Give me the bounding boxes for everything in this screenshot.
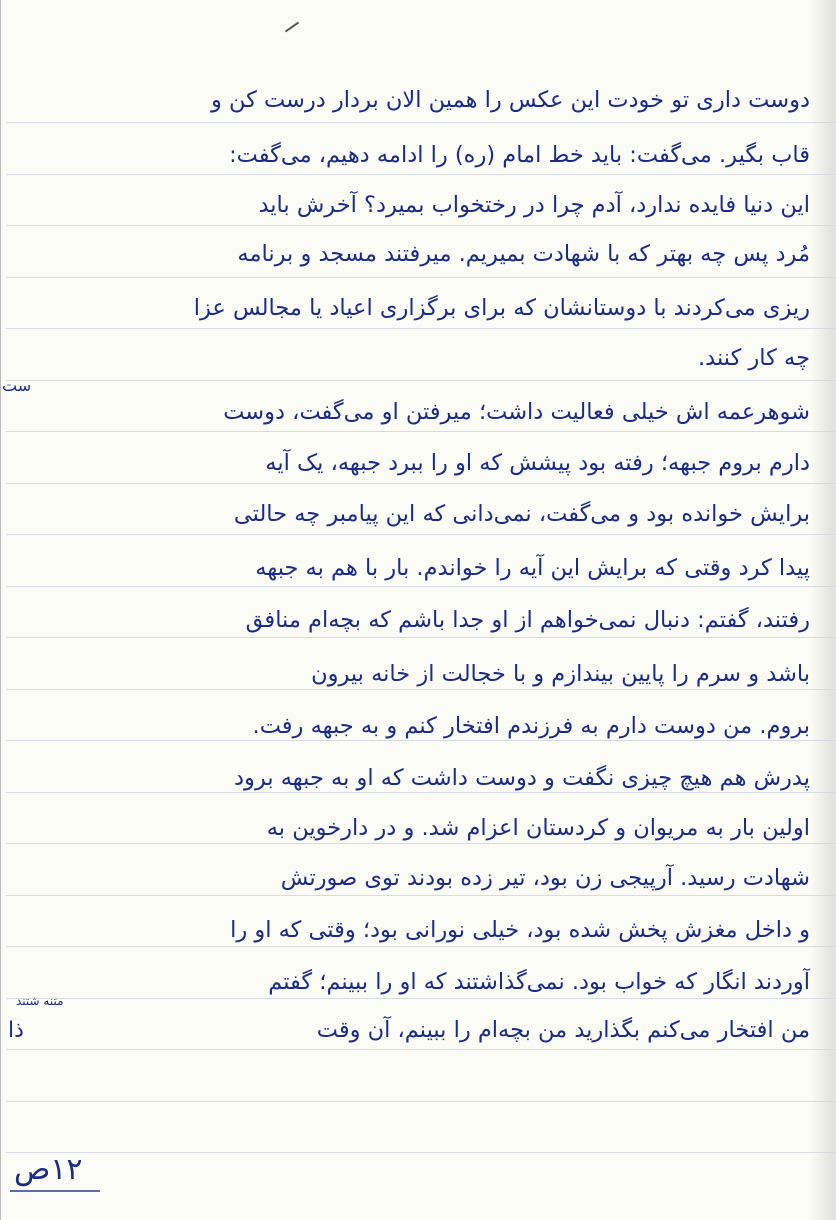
ruled-line [6,483,836,484]
pen-mark [285,22,299,33]
text-line-5: ریزی می‌کردند با دوستانشان که برای برگزاری اعیاد یا مجالس عزا [193,295,810,321]
page-number: ۱۲ص [14,1152,83,1187]
text-line-10: پیدا کرد وقتی که برایش این آیه را خواندم. بار با هم به جبهه [255,555,810,581]
ruled-line [6,534,836,535]
text-line-3: این دنیا فایده ندارد، آدم چرا در رختخواب بمیرد؟ آخرش باید [258,192,810,218]
text-line-8: دارم بروم جبهه؛ رفته بود پیشش که او را ببرد جبهه، یک آیه [265,450,810,476]
ruled-line [6,328,836,329]
text-line-18: آوردند انگار که خواب بود. نمی‌گذاشتند که او را ببینم؛ گفتم [268,969,810,995]
ruled-line [6,174,836,175]
text-line-15: اولین بار به مریوان و کردستان اعزام شد. و در دارخوین به [266,815,810,841]
line-end-note: ذا [8,1018,24,1043]
ruled-line [6,946,836,947]
ruled-line [6,586,836,587]
ruled-line [6,225,836,226]
page-number-underline [10,1190,100,1192]
ruled-line [6,1049,836,1050]
ruled-line [6,380,836,381]
ruled-line [6,1152,836,1153]
text-line-17: و داخل مغزش پخش شده بود، خیلی نورانی بود؛ وقتی که او را [230,917,810,943]
ruled-line [6,122,836,123]
text-line-4: مُرد پس چه بهتر که با شهادت بمیریم. میرفتند مسجد و برنامه [237,241,810,267]
text-line-1: دوست داری تو خودت این عکس را همین الان بردار درست کن و [210,87,810,113]
text-line-9: برایش خوانده بود و می‌گفت، نمی‌دانی که این پیامبر چه حالتی [233,501,810,527]
text-line-12: باشد و سرم را پایین بیندازم و با خجالت از خانه بیرون [311,661,810,687]
text-line-19: من افتخار می‌کنم بگذارید من بچه‌ام را ببینم، آن وقت [316,1017,810,1043]
ruled-line [6,1101,836,1102]
text-line-7: شوهرعمه اش خیلی فعالیت داشت؛ میرفتن او می‌گفت، دوست [223,399,810,425]
ruled-line [6,998,836,999]
superscript-note: متنه شتند [16,994,64,1008]
text-line-13: بروم. من دوست دارم به فرزندم افتخار کنم و به جبهه رفت. [252,713,810,739]
text-line-14: پدرش هم هیچ چیزی نگفت و دوست داشت که او به جبهه برود [234,765,810,791]
page-left-edge [0,0,1,1220]
ruled-line [6,431,836,432]
text-line-16: شهادت رسید. آرپیجی زن بود، تیر زده بودند توی صورتش [280,865,810,891]
ruled-line [6,895,836,896]
page-right-shadow [810,0,836,1220]
ruled-line [6,277,836,278]
text-line-2: قاب بگیر. می‌گفت: باید خط امام (ره) را ادامه دهیم، می‌گفت: [229,142,810,168]
ruled-line [6,637,836,638]
text-line-6: چه کار کنند. [698,345,810,371]
text-line-11: رفتند، گفتم: دنبال نمی‌خواهم از او جدا باشم که بچه‌ام منافق [245,607,810,633]
margin-note: ست [2,376,32,395]
